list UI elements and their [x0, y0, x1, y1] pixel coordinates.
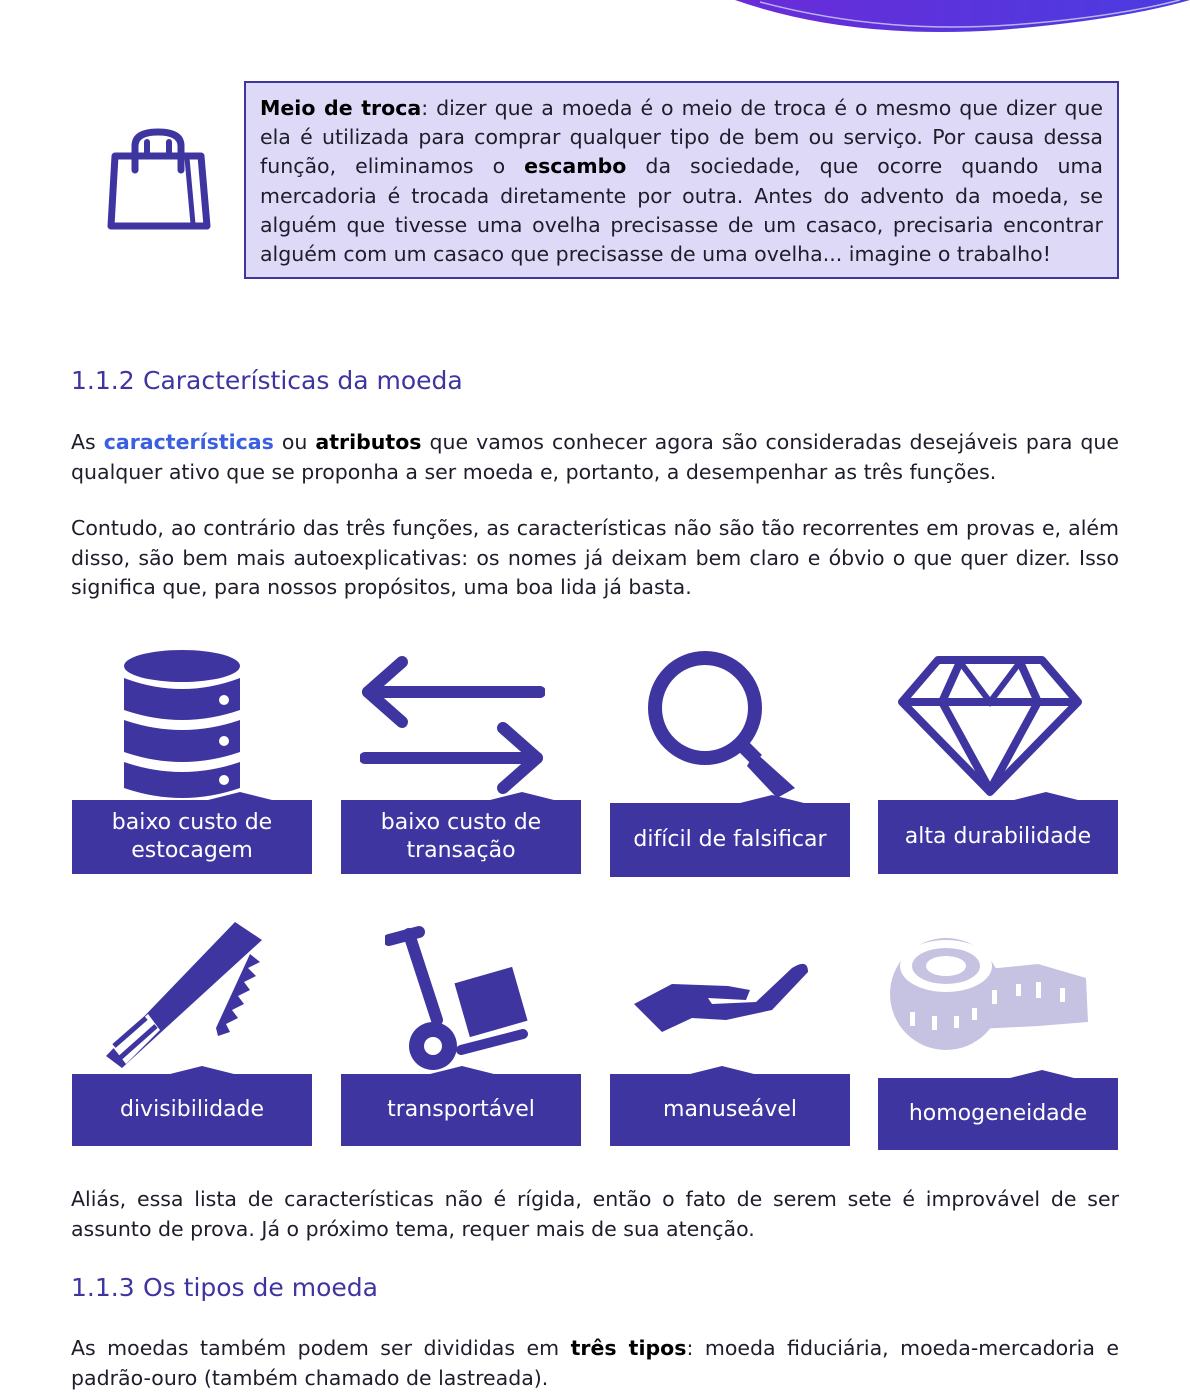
callout-bold-word: escambo — [524, 154, 627, 179]
hand-icon — [632, 958, 812, 1034]
section-number: 1.1.2 — [71, 366, 135, 395]
header-swoosh — [0, 0, 1190, 40]
diamond-icon — [898, 656, 1082, 796]
measuring-tape-icon — [888, 926, 1093, 1054]
database-icon — [120, 648, 245, 800]
bold-word: atributos — [315, 430, 422, 454]
label-notch — [1014, 792, 1078, 800]
label-notch — [690, 1066, 754, 1074]
section-heading-112 — [71, 366, 463, 395]
section-number: 1.1.3 — [71, 1273, 135, 1302]
label-notch — [430, 1066, 494, 1074]
section-heading-113 — [71, 1273, 378, 1302]
text-run: ou — [273, 430, 316, 454]
callout-box — [244, 81, 1119, 279]
label-notch — [740, 795, 804, 803]
label-baixo-custo-transacao: baixo custo de transação — [341, 800, 581, 874]
label-notch — [490, 792, 554, 800]
label-notch — [1010, 1070, 1074, 1078]
text-run: As moedas também podem ser divididas em — [71, 1336, 571, 1360]
label-notch — [170, 1066, 234, 1074]
label-baixo-custo-estocagem: baixo custo de estocagem — [72, 800, 312, 874]
section-title: Os tipos de moeda — [143, 1273, 378, 1302]
label-transportavel: transportável — [341, 1074, 581, 1146]
paragraph-characteristics-intro — [71, 428, 1119, 487]
callout-text-1: : dizer que a moeda é o meio de troca é o mesmo que dizer que ela é utilizada para comprar qualquer tipo de bem ou serviço. Por causa dessa função, eliminamos o — [260, 96, 1103, 179]
bold-word: três tipos — [570, 1336, 687, 1360]
text-run: : moeda fiduciária, moeda-mercadoria e padrão-ouro (também chamado de lastreada). — [71, 1336, 1119, 1390]
paragraph-after-list: Aliás, essa lista de características não é rígida, então o fato de serem sete é improvável de ser assunto de prova. Já o próximo tema, requer mais de sua atenção. — [71, 1187, 1119, 1241]
label-manuseavel: manuseável — [610, 1074, 850, 1146]
paragraph-characteristics-note: Contudo, ao contrário das três funções, as características não são tão recorrentes em provas e, além disso, são bem mais autoexplicativas: os nomes já deixam bem claro e óbvio o que quer dizer. Isso significa que, para nossos propósitos, uma boa lida já basta. — [71, 516, 1119, 599]
hand-truck-icon — [385, 924, 530, 1072]
saw-icon — [100, 918, 265, 1074]
text-run: que vamos conhecer agora são consideradas desejáveis para que qualquer ativo que se proponha a ser moeda e, portanto, a desempenhar as três funções. — [71, 430, 1119, 484]
paragraph-tipos-moeda — [71, 1334, 1119, 1393]
label-divisibilidade: divisibilidade — [72, 1074, 312, 1146]
shopping-bag-icon — [105, 128, 211, 234]
highlight-word: características — [103, 430, 274, 454]
section-title: Características da moeda — [143, 366, 463, 395]
exchange-arrows-icon — [360, 654, 545, 794]
callout-text-2: da sociedade, que ocorre quando uma mercadoria é trocada diretamente por outra. Antes do advento da moeda, se alguém que tivesse uma ovelha precisasse de um casaco, precisaria encontrar alguém com um casaco que precisasse de uma ovelha... imagine o trabalho! — [260, 154, 1103, 267]
magnifier-icon — [645, 648, 805, 798]
text-run: As — [71, 430, 104, 454]
label-homogeneidade: homogeneidade — [878, 1078, 1118, 1150]
label-notch — [208, 792, 272, 800]
callout-title: Meio de troca — [260, 96, 422, 120]
label-alta-durabilidade: alta durabilidade — [878, 800, 1118, 874]
label-dificil-falsificar: difícil de falsificar — [610, 803, 850, 877]
